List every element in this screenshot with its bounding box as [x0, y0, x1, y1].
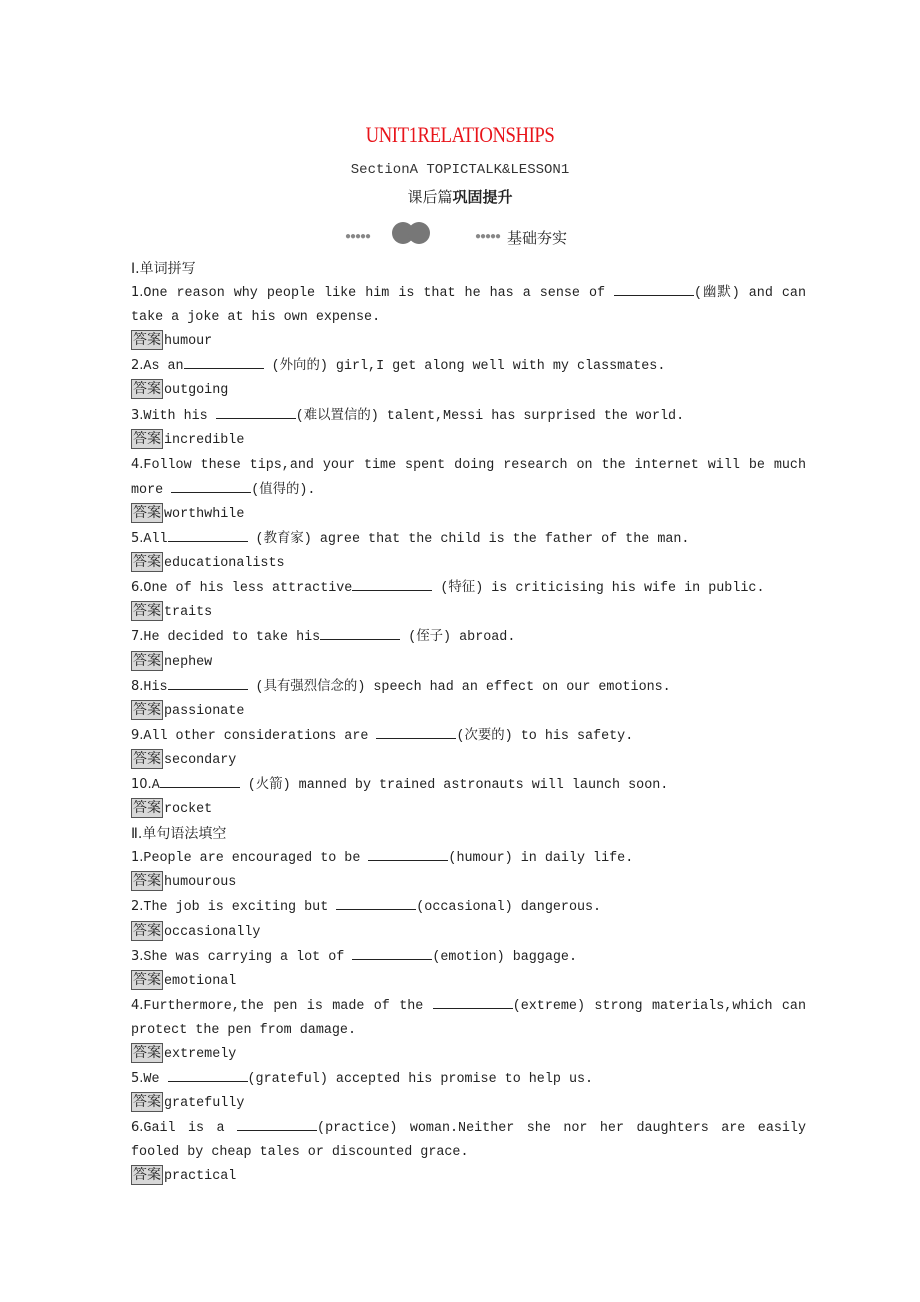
answer-label-badge: 答案 [133, 1094, 161, 1111]
answer-blank [237, 1116, 317, 1131]
answer-row [131, 1043, 806, 1067]
answer-blank [376, 724, 456, 739]
question-number: 5. [131, 531, 144, 547]
question-number: 6. [131, 580, 144, 596]
answer-row [131, 700, 806, 724]
question-text-before: As an [143, 359, 184, 375]
question-text-before: A [151, 777, 160, 793]
question-item [131, 773, 806, 798]
question-number: 4. [131, 997, 144, 1013]
section-banner [345, 219, 585, 249]
answer-blank [168, 1067, 248, 1082]
question-number: 3. [131, 948, 144, 964]
answer-label-badge: 答案 [133, 922, 161, 939]
answer-label-badge: 答案 [133, 430, 161, 447]
answer-text: incredible [164, 432, 245, 448]
question-item [131, 281, 806, 330]
exercise-subtitle [0, 186, 920, 207]
answer-row [131, 798, 806, 822]
subtitle-part-a: 课后篇 [407, 188, 453, 206]
question-number: 4. [131, 456, 144, 472]
question-text-before: Furthermore,the pen is made of the [143, 998, 433, 1014]
answer-blank [433, 994, 513, 1009]
question-text-before: His [143, 679, 168, 695]
question-number: 2. [131, 358, 144, 374]
answer-row [131, 330, 806, 354]
answer-row [131, 749, 806, 773]
question-number: 3. [131, 407, 144, 423]
answer-blank [184, 354, 264, 369]
answer-label-badge: 答案 [133, 750, 161, 767]
answer-label-badge: 答案 [133, 603, 161, 620]
question-text-after: (emotion) baggage. [432, 949, 577, 965]
unit-title: UNIT1RELATIONSHIPS [365, 122, 555, 147]
dots-decoration-icon: ●●●●● [345, 232, 371, 243]
question-item [131, 453, 806, 503]
question-number: 10. [131, 776, 152, 792]
question-item [131, 846, 806, 871]
answer-label-badge: 答案 [133, 800, 161, 817]
question-item [131, 1067, 806, 1092]
question-text-after: (外向的) girl,I get along well with my classmates. [263, 359, 666, 375]
question-number: 7. [131, 629, 144, 645]
question-text-before: One reason why people like him is that he has a sense of [143, 286, 615, 302]
question-item [131, 625, 806, 650]
answer-text: passionate [164, 703, 245, 719]
answer-text: worthwhile [164, 506, 245, 522]
question-text-before: All [143, 532, 168, 548]
answer-text: secondary [164, 752, 237, 768]
question-text-after: (humour) in daily life. [448, 851, 634, 867]
question-item [131, 675, 806, 700]
answer-label-badge: 答案 [133, 652, 161, 669]
dots-decoration-icon: ●●●●● [475, 232, 501, 243]
answer-row [131, 503, 806, 527]
question-item [131, 354, 806, 379]
answer-text: humourous [164, 875, 237, 891]
question-text-before: She was carrying a lot of [143, 949, 353, 965]
answer-label-badge: 答案 [133, 1167, 161, 1184]
question-text-after: (难以置信的) talent,Messi has surprised the world. [295, 408, 685, 424]
answer-blank [168, 527, 248, 542]
question-number: 1. [131, 285, 144, 301]
answer-row [131, 871, 806, 895]
answer-text: practical [164, 1169, 237, 1185]
answer-label-badge: 答案 [133, 701, 161, 718]
answer-blank [352, 576, 432, 591]
answer-blank [336, 895, 416, 910]
question-item [131, 724, 806, 749]
question-text-after: (教育家) agree that the child is the father of the man. [247, 532, 690, 548]
question-text-after: (grateful) accepted his promise to help us. [247, 1072, 594, 1088]
answer-blank [614, 281, 694, 296]
question-item [131, 945, 806, 970]
question-number: 5. [131, 1071, 144, 1087]
question-text-after: (practice) woman.Neither she nor her daughters are easily fooled by cheap tales or discounted grace. [131, 1121, 806, 1161]
question-number: 8. [131, 678, 144, 694]
answer-text: humour [164, 334, 213, 350]
question-text-after: (具有强烈信念的) speech had an effect on our emotions. [247, 679, 671, 695]
answer-text: gratefully [164, 1096, 245, 1112]
answer-blank [160, 773, 240, 788]
question-item [131, 527, 806, 552]
question-number: 2. [131, 899, 144, 915]
section-heading: Ⅰ.单词拼写 [131, 261, 196, 277]
answer-label-badge: 答案 [133, 873, 161, 890]
question-text-after: (值得的). [251, 482, 316, 498]
question-text-before: People are encouraged to be [143, 851, 369, 867]
answer-row [131, 552, 806, 576]
question-text-after: (occasional) dangerous. [416, 900, 602, 916]
answer-text: nephew [164, 654, 213, 670]
answer-row [131, 970, 806, 994]
answer-text: emotional [164, 973, 237, 989]
answer-label-badge: 答案 [133, 332, 161, 349]
answer-row [131, 1165, 806, 1189]
question-number: 1. [131, 850, 144, 866]
question-text-before: We [143, 1072, 168, 1088]
answer-text: occasionally [164, 924, 261, 940]
answer-blank [168, 675, 248, 690]
subtitle-part-b: 巩固提升 [452, 188, 513, 206]
question-text-after: (次要的) to his safety. [456, 728, 634, 744]
question-item [131, 576, 806, 601]
answer-text: educationalists [164, 556, 285, 572]
answer-blank [216, 404, 296, 419]
question-item [131, 994, 806, 1043]
question-text-before: The job is exciting but [143, 900, 337, 916]
section-subtitle: SectionA TOPICTALK&LESSON1 [350, 162, 570, 178]
answer-label-badge: 答案 [133, 971, 161, 988]
question-text-before: With his [143, 408, 216, 424]
circle-icon [408, 222, 430, 244]
question-text-before: All other considerations are [143, 728, 377, 744]
answer-row [131, 1092, 806, 1116]
question-number: 9. [131, 727, 144, 743]
answer-text: rocket [164, 802, 213, 818]
question-text-after: (特征) is criticising his wife in public. [432, 581, 765, 597]
answer-text: traits [164, 605, 213, 621]
answer-row [131, 601, 806, 625]
answer-row [131, 379, 806, 403]
banner-label: 基础夯实 [507, 229, 568, 247]
answer-blank [368, 846, 448, 861]
answer-label-badge: 答案 [133, 1045, 161, 1061]
question-text-after: (火箭) manned by trained astronauts will launch soon. [239, 777, 669, 793]
section-heading: Ⅱ.单句语法填空 [131, 826, 227, 843]
question-text-before: He decided to take his [143, 630, 321, 646]
question-text-after: (extreme) strong materials,which can protect the pen from damage. [131, 998, 806, 1038]
question-text-before: Gail is a [143, 1121, 238, 1137]
question-text-after: (侄子) abroad. [400, 630, 516, 646]
answer-blank [320, 625, 400, 640]
answer-row [131, 921, 806, 945]
question-number: 6. [131, 1120, 144, 1136]
question-item [131, 404, 806, 429]
answer-blank [171, 478, 251, 493]
answer-label-badge: 答案 [133, 381, 161, 398]
question-item [131, 1116, 806, 1165]
answer-text: outgoing [164, 383, 229, 399]
answer-blank [352, 945, 432, 960]
answer-label-badge: 答案 [133, 504, 161, 521]
question-item [131, 895, 806, 920]
answer-label-badge: 答案 [133, 554, 161, 571]
exercise-content [131, 257, 806, 1190]
answer-row [131, 651, 806, 675]
question-text-after: (幽默) and can take a joke at his own expense. [131, 286, 806, 326]
answer-row [131, 429, 806, 453]
answer-text: extremely [164, 1047, 237, 1062]
question-text-before: Follow these tips,and your time spent doing research on the internet will be much more [131, 457, 806, 498]
question-text-before: One of his less attractive [143, 581, 353, 597]
